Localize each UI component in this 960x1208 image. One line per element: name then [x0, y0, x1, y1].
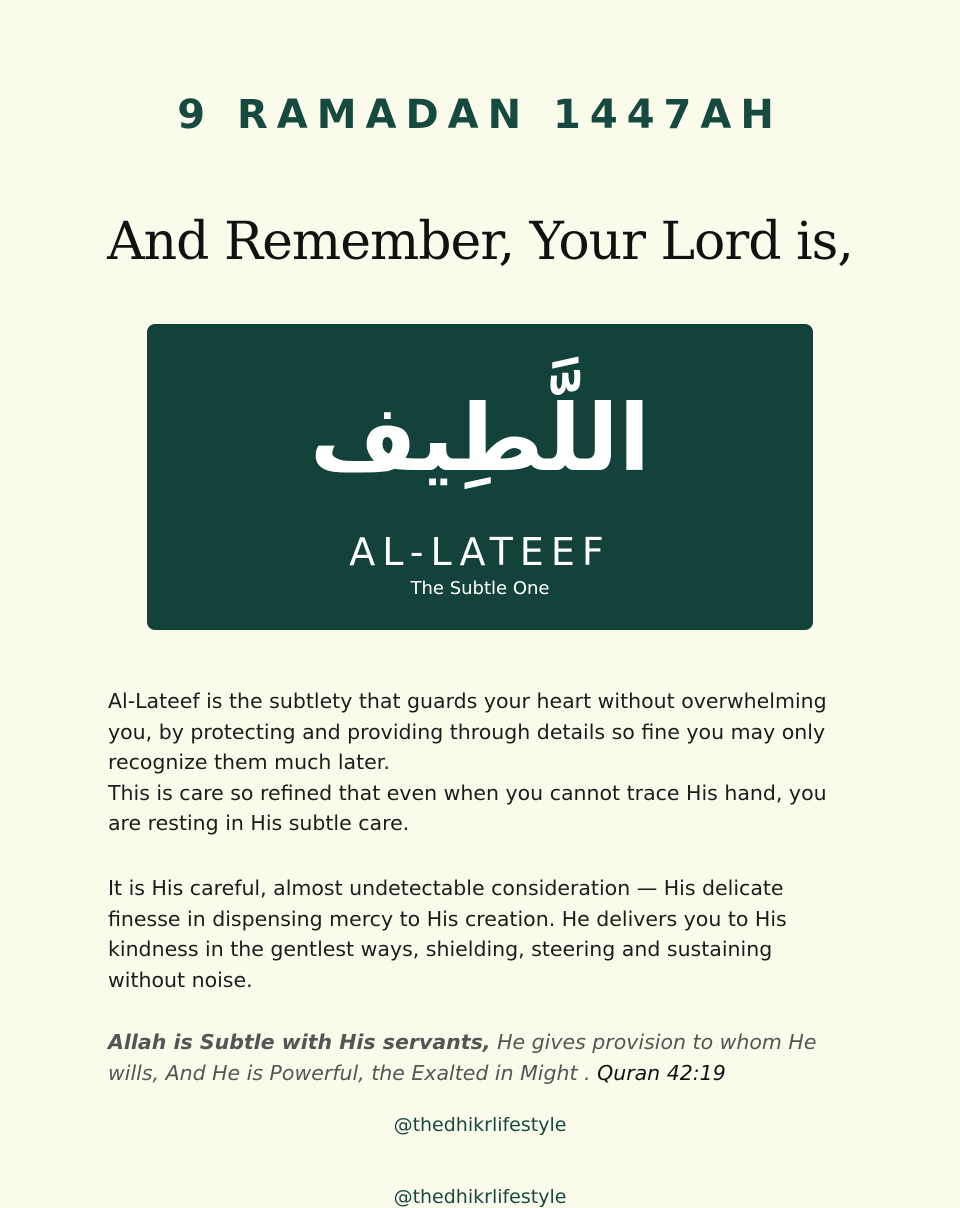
social-handle[interactable]: @thedhikrlifestyle	[393, 1114, 567, 1136]
body-paragraph-2: It is His careful, almost undetectable consideration — His delicate finesse in dispensing mercy to His creation. He delivers you to His kindness in the gentlest ways, shielding, steering and sustaining without noise.	[108, 876, 787, 992]
social-handle-repeat[interactable]: @thedhikrlifestyle	[393, 1186, 567, 1208]
name-card	[147, 324, 813, 630]
body-paragraph-1-line-1: Al-Lateef is the subtlety that guards your heart without overwhelming you, by protecting and providing through details so fine you may only recognize them much later.	[108, 689, 827, 774]
quote-reference: Quran 42:19	[590, 1060, 726, 1085]
body-paragraph-1	[108, 686, 843, 839]
date-heading: 9 RAMADAN 1447AH	[177, 92, 783, 138]
quote-rest: He gives provision to whom He wills, And He is Powerful, the Exalted in Might .	[108, 1030, 817, 1085]
quran-quote	[108, 1027, 843, 1088]
headline: And Remember, Your Lord is,	[107, 212, 853, 272]
body-paragraph-1-line-2: This is care so refined that even when you cannot trace His hand, you are resting in His subtle care.	[108, 780, 827, 835]
quote-bold-part: Allah is Subtle with His servants,	[108, 1030, 491, 1054]
name-meaning: The Subtle One	[410, 578, 550, 599]
arabic-calligraphy: اللَّطِيف	[309, 385, 651, 492]
name-transliteration: AL-LATEEF	[349, 530, 611, 574]
